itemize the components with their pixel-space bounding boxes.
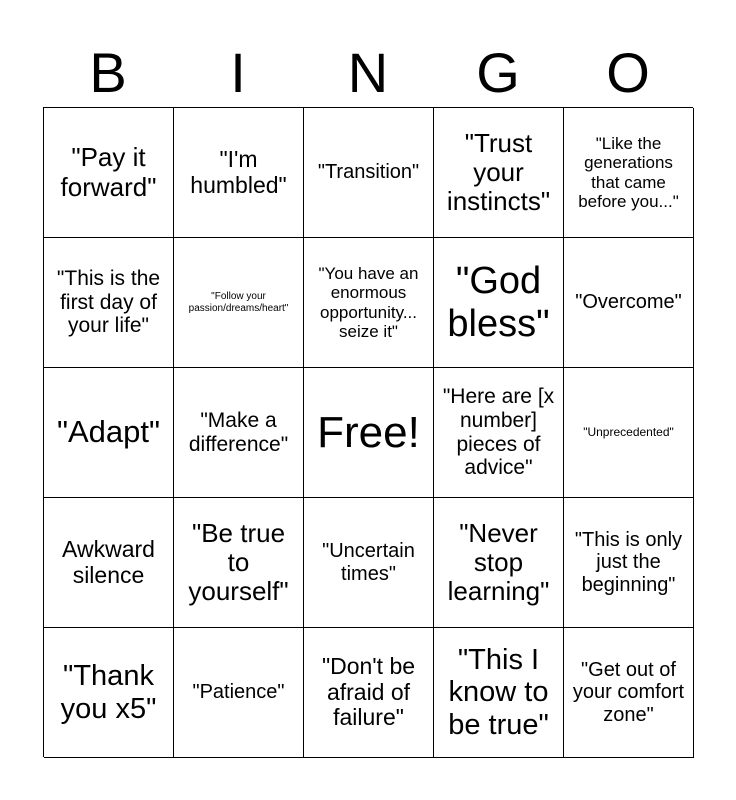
header-letter-n: N <box>347 41 389 104</box>
bingo-cell-r1c1[interactable] <box>44 108 174 238</box>
header-letter-i: I <box>230 41 246 104</box>
cell-text: "You have an enormous opportunity... seize it" <box>318 264 419 341</box>
bingo-cell-r5c1[interactable] <box>44 628 174 758</box>
cell-text: "Make a difference" <box>188 408 289 456</box>
cell-text: "Transition" <box>317 161 420 184</box>
bingo-cell-r4c2[interactable] <box>174 498 304 628</box>
header-letter-g: G <box>476 41 520 104</box>
bingo-cell-r1c3[interactable] <box>304 108 434 238</box>
cell-text: "This is the first day of your life" <box>56 267 161 338</box>
cell-text: "Pay it forward" <box>60 142 157 202</box>
bingo-cell-r5c5[interactable] <box>564 628 694 758</box>
bingo-cell-r2c4[interactable] <box>434 238 564 368</box>
bingo-cell-r2c3[interactable] <box>304 238 434 368</box>
cell-text: "Follow your passion/dreams/heart" <box>188 291 289 314</box>
cell-text: "Never stop learning" <box>447 517 550 607</box>
bingo-cell-r2c1[interactable] <box>44 238 174 368</box>
bingo-card <box>43 107 693 757</box>
bingo-cell-r5c3[interactable] <box>304 628 434 758</box>
bingo-cell-r5c4[interactable] <box>434 628 564 758</box>
bingo-header <box>43 38 693 108</box>
cell-text: "Uncertain times" <box>322 540 415 585</box>
bingo-cell-r1c4[interactable] <box>434 108 564 238</box>
cell-text: "Be true to yourself" <box>188 517 289 607</box>
cell-text: Awkward silence <box>62 535 155 588</box>
cell-text: "This is only just the beginning" <box>574 528 683 596</box>
bingo-cell-r2c2[interactable] <box>174 238 304 368</box>
header-letter-o: O <box>606 41 650 104</box>
cell-text: "Trust your instincts" <box>446 127 551 217</box>
bingo-cell-r3c4[interactable] <box>434 368 564 498</box>
cell-text: "Like the generations that came before you..." <box>578 134 679 211</box>
cell-text: "Don't be afraid of failure" <box>321 652 416 731</box>
bingo-cell-r3c5[interactable] <box>564 368 694 498</box>
cell-text: "I'm humbled" <box>190 145 287 198</box>
bingo-cell-r1c5[interactable] <box>564 108 694 238</box>
bingo-cell-r4c4[interactable] <box>434 498 564 628</box>
bingo-cell-r4c3[interactable] <box>304 498 434 628</box>
bingo-cell-r5c2[interactable] <box>174 628 304 758</box>
cell-text: "Get out of your comfort zone" <box>572 658 685 726</box>
bingo-cell-r1c2[interactable] <box>174 108 304 238</box>
header-letter-b: B <box>89 41 127 104</box>
bingo-cell-r3c2[interactable] <box>174 368 304 498</box>
cell-text: "God bless" <box>447 259 550 345</box>
cell-text: "Here are [x number] pieces of advice" <box>442 385 555 480</box>
bingo-cell-r4c1[interactable] <box>44 498 174 628</box>
bingo-cell-r3c1[interactable] <box>44 368 174 498</box>
bingo-cell-r2c5[interactable] <box>564 238 694 368</box>
cell-text: "Unprecedented" <box>583 424 674 439</box>
cell-text: "This I know to be true" <box>448 643 549 741</box>
free-space-text: Free! <box>317 407 420 457</box>
cell-text: "Adapt" <box>56 414 161 450</box>
cell-text: "Overcome" <box>575 291 682 314</box>
bingo-cell-r4c5[interactable] <box>564 498 694 628</box>
cell-text: "Thank you x5" <box>60 660 157 725</box>
bingo-cell-free[interactable] <box>304 368 434 498</box>
cell-text: "Patience" <box>192 681 285 704</box>
